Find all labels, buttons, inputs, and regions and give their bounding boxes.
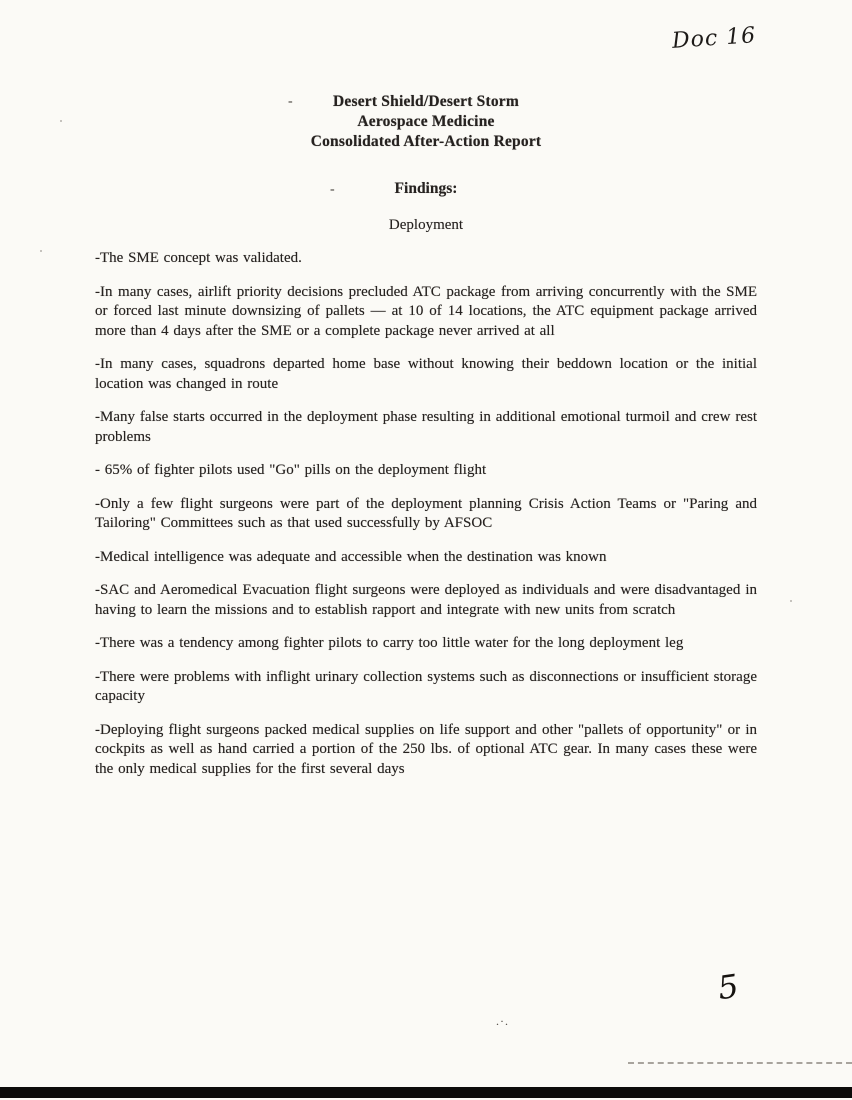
scan-mark-dash: - bbox=[330, 182, 335, 197]
paragraph: -There were problems with inflight urinary collection systems such as disconnections or insufficient storage capacity bbox=[95, 668, 757, 704]
paragraph: -SAC and Aeromedical Evacuation flight surgeons were deployed as individuals and were disadvantaged in having to learn the missions and to establish rapport and integrate with new units from scratch bbox=[95, 582, 757, 618]
scan-mark-dots: .·. bbox=[496, 1014, 509, 1028]
paragraph: -In many cases, airlift priority decisions precluded ATC package from arriving concurrently with the SME or forced last minute downsizing of pallets — at 10 of 14 locations, the ATC equipment package arrived more than 4 days after the SME or a complete package never arrived at all bbox=[95, 283, 757, 339]
paragraph: -There was a tendency among fighter pilots to carry too little water for the long deployment leg bbox=[95, 635, 684, 651]
paragraph: -The SME concept was validated. bbox=[95, 250, 302, 266]
handwritten-page-number: 5 bbox=[715, 966, 741, 1008]
paragraph: -Only a few flight surgeons were part of the deployment planning Crisis Action Teams or "Paring and Tailoring" Committees such as that used successfully by AFSOC bbox=[95, 495, 757, 531]
scan-mark-dash: - bbox=[288, 94, 293, 109]
findings-heading: Findings: bbox=[394, 180, 458, 197]
scan-speck bbox=[40, 250, 42, 252]
scan-artifact-bottom-bar bbox=[0, 1087, 852, 1098]
scan-artifact-dashed-line bbox=[628, 1062, 852, 1064]
title-line: Aerospace Medicine bbox=[357, 113, 495, 130]
title-line: Desert Shield/Desert Storm bbox=[333, 93, 519, 110]
document-title bbox=[95, 92, 757, 152]
document-body bbox=[95, 92, 757, 793]
title-line: Consolidated After-Action Report bbox=[310, 133, 542, 150]
paragraph: -In many cases, squadrons departed home base without knowing their beddown location or the initial location was changed in route bbox=[95, 356, 757, 392]
paragraph: -Medical intelligence was adequate and accessible when the destination was known bbox=[95, 548, 607, 565]
paragraph-list bbox=[95, 249, 757, 779]
paragraph: -Many false starts occurred in the deployment phase resulting in additional emotional turmoil and crew rest problems bbox=[95, 409, 757, 445]
paragraph: - 65% of fighter pilots used "Go" pills on the deployment flight bbox=[95, 462, 487, 478]
deployment-heading: Deployment bbox=[388, 217, 464, 233]
scan-speck bbox=[60, 120, 62, 122]
scan-speck bbox=[790, 600, 792, 602]
handwritten-doc-label: Doc 16 bbox=[671, 23, 757, 54]
paragraph: -Deploying flight surgeons packed medical supplies on life support and other "pallets of opportunity" or in cockpits as well as hand carried a portion of the 250 lbs. of optional ATC gear. In many cases these were the only medical supplies for the first several days bbox=[95, 721, 757, 777]
